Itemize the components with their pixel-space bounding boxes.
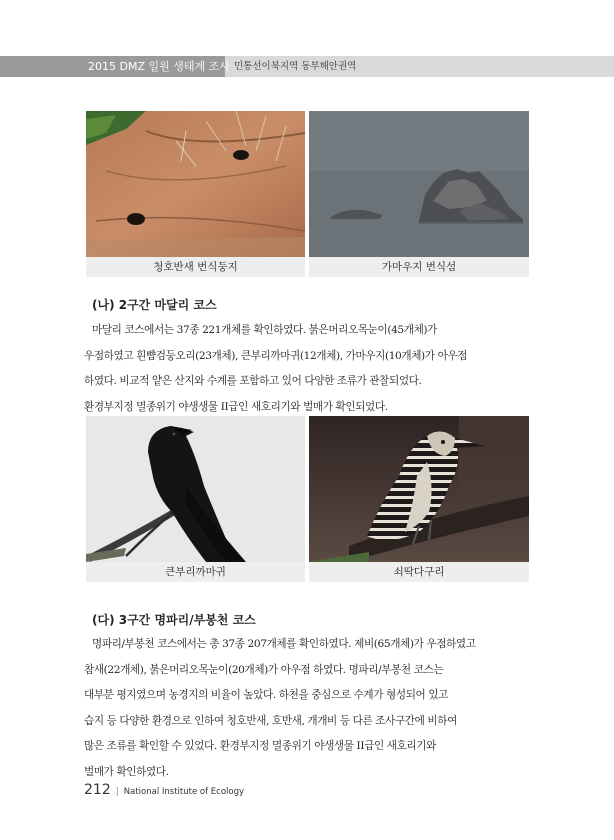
nest-burrow-photo: [86, 111, 305, 257]
photo-caption: 가마우지 번식섬: [309, 257, 529, 277]
crow-photo: [86, 416, 305, 562]
text-line: 벌매가 확인하였다.: [84, 765, 169, 778]
text-line: 마달리 코스에서는 37종 221개체를 확인하였다. 붉은머리오목눈이(45개체)가: [92, 324, 437, 336]
photo-caption: 쇠딱다구리: [309, 562, 529, 582]
section-name: 민통선이북지역 동부해안권역: [234, 61, 357, 72]
text-line: 우점하였고 흰뺨검둥오리(23개체), 큰부리까마귀(12개체), 가마우지(10개체)가 아우점: [84, 349, 468, 362]
text-line: 환경부지정 멸종위기 야생생물 II급인 새호리기와 벌매가 확인되었다.: [84, 400, 388, 413]
report-title: 2015 DMZ 일원 생태계 조사: [0, 56, 225, 77]
text-line: 하였다. 비교적 얕은 산지와 수계를 포함하고 있어 다양한 조류가 관찰되었다.: [84, 375, 422, 388]
photo-caption: 청호반새 번식둥지: [86, 257, 305, 277]
section-title: (다) 3구간 명파리/부봉천 코스: [92, 613, 256, 627]
page-footer: [84, 779, 244, 798]
section-paragraph: [84, 318, 530, 420]
rock-island-photo: [309, 111, 529, 257]
photo-caption: 큰부리까마귀: [86, 562, 305, 582]
text-line: 대부분 평지였으며 농경지의 비율이 높았다. 하천을 중심으로 수계가 형성되어 있고: [84, 689, 449, 702]
text-line: 참새(22개체), 붉은머리오목눈이(20개체)가 아우점 하였다. 명파리/부봉천 코스는: [84, 663, 444, 676]
section-paragraph: [84, 632, 530, 786]
text-line: 명파리/부봉천 코스에서는 총 37종 207개체를 확인하였다. 제비(65개체)가 우점하였고: [92, 638, 476, 650]
page-number: 212: [84, 782, 111, 798]
text-line: 많은 조류를 확인할 수 있었다. 환경부지정 멸종위기 야생생물 II급인 새호리기와: [84, 740, 436, 753]
woodpecker-photo: [309, 416, 529, 562]
institute-name: National Institute of Ecology: [123, 787, 245, 797]
text-line: 습지 등 다양한 환경으로 인하여 청호반새, 호반새, 개개비 등 다른 조사구간에 비하여: [84, 714, 457, 727]
footer-separator: |: [115, 787, 119, 797]
section-title: (나) 2구간 마달리 코스: [92, 298, 217, 312]
